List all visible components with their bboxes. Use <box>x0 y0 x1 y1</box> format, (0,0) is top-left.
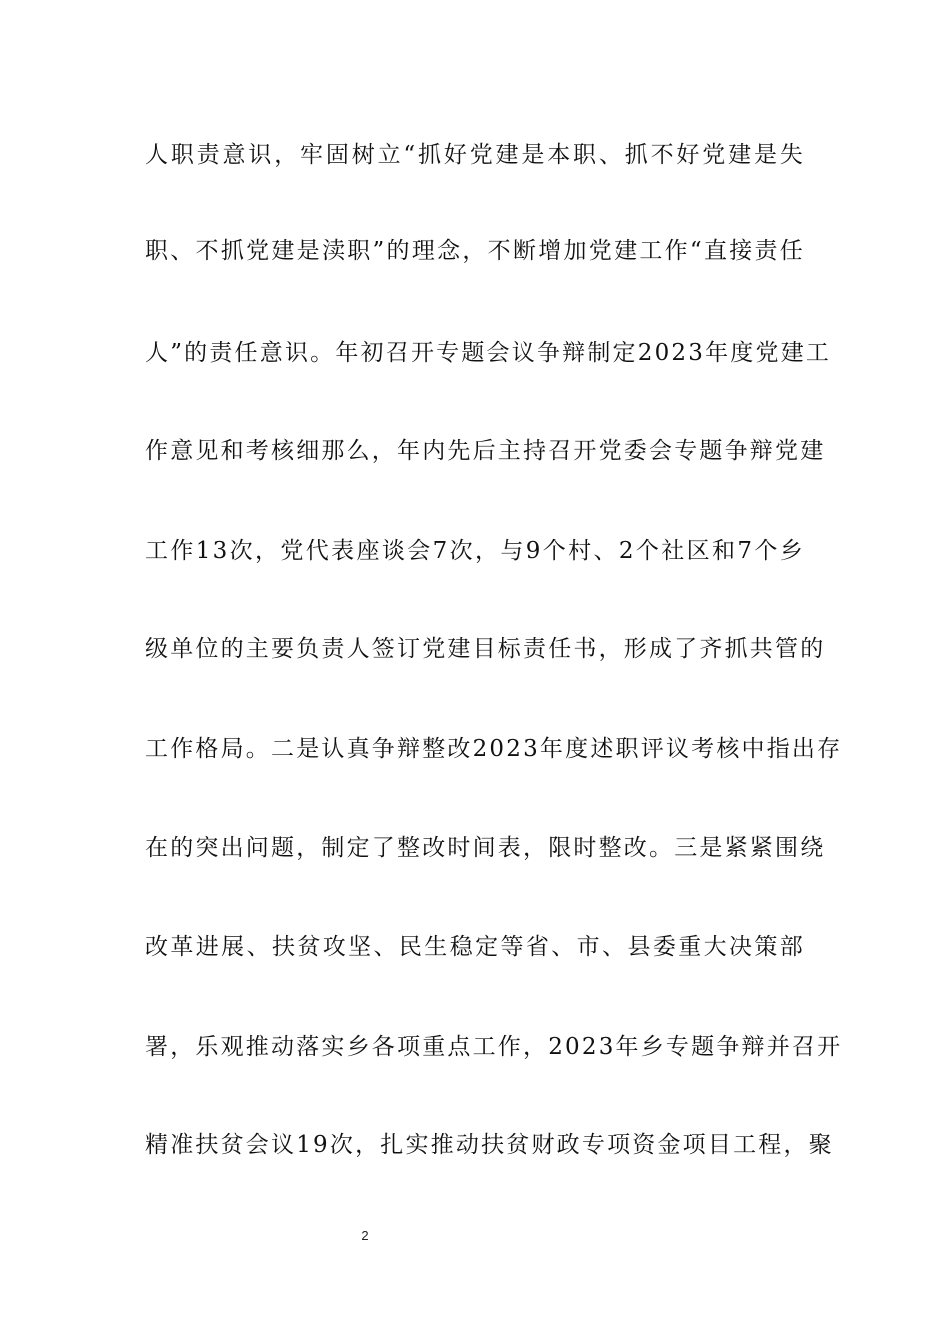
text-line-1: 人职责意识，牢固树立“抓好党建是本职、抓不好党建是失 <box>145 142 805 168</box>
text-line-6: 级单位的主要负责人签订党建目标责任书，形成了齐抓共管的 <box>145 636 826 662</box>
text-line-10: 署，乐观推动落实乡各项重点工作，2023年乡专题争辩并召开 <box>145 1034 843 1060</box>
text-line-11: 精准扶贫会议19次，扎实推动扶贫财政专项资金项目工程，聚 <box>145 1132 834 1158</box>
text-line-5: 工作13次，党代表座谈会7次，与9个村、2个社区和7个乡 <box>145 538 805 564</box>
text-line-2: 职、不抓党建是渎职”的理念，不断增加党建工作“直接责任 <box>145 238 805 264</box>
text-line-9: 改革进展、扶贫攻坚、民生稳定等省、市、县委重大决策部 <box>145 934 805 960</box>
text-line-7: 工作格局。二是认真争辩整改2023年度述职评议考核中指出存 <box>145 736 843 762</box>
text-line-3: 人”的责任意识。年初召开专题会议争辩制定2023年度党建工 <box>145 340 832 366</box>
text-line-4: 作意见和考核细那么，年内先后主持召开党委会专题争辩党建 <box>145 438 826 464</box>
page-number: 2 <box>361 1228 369 1243</box>
text-line-8: 在的突出问题，制定了整改时间表，限时整改。三是紧紧围绕 <box>145 835 826 861</box>
